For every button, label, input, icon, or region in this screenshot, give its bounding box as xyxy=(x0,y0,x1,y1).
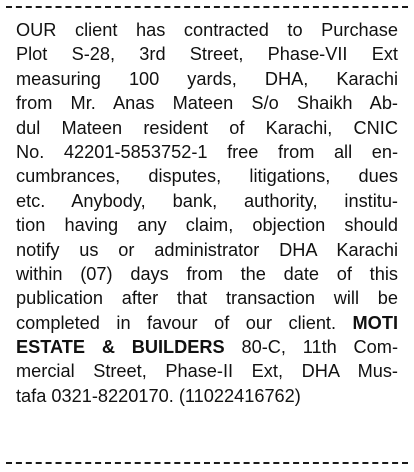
notice-text-segment: mercial Street, Phase-II Ext, DHA Mus- xyxy=(16,361,398,382)
notice-line xyxy=(16,140,398,164)
notice-text-segment: OUR client has contracted to Purchase xyxy=(16,20,398,40)
notice-line xyxy=(16,164,398,188)
notice-line xyxy=(16,286,398,310)
notice-line xyxy=(16,91,398,115)
notice-text-segment: cumbrances, disputes, litigations, dues xyxy=(16,166,398,187)
notice-text-segment: publication after that transaction will be xyxy=(16,288,398,309)
notice-line xyxy=(16,116,398,140)
notice-text-segment: tion having any claim, objection should xyxy=(16,215,398,236)
notice-text-segment: completed in favour of our client. xyxy=(16,312,353,333)
notice-line xyxy=(16,18,398,42)
notice-line xyxy=(16,335,398,359)
notice-line xyxy=(16,311,398,335)
notice-text-segment: Plot S-28, 3rd Street, Phase-VII Ext xyxy=(16,44,398,65)
notice-text-segment: from Mr. Anas Mateen S/o Shaikh Ab- xyxy=(16,93,398,114)
notice-line xyxy=(16,213,398,237)
notice-body-text xyxy=(16,18,398,408)
bottom-dashed-border xyxy=(6,462,408,464)
notice-text-segment: measuring 100 yards, DHA, Karachi xyxy=(16,68,398,89)
notice-line xyxy=(16,359,398,383)
notice-line xyxy=(16,42,398,66)
top-dashed-border xyxy=(6,6,408,8)
notice-text-segment: No. 42201-5853752-1 free from all en- xyxy=(16,141,398,162)
notice-text-segment: tafa 0321-8220170. (11022416762) xyxy=(16,385,301,406)
notice-text-segment: within (07) days from the date of this xyxy=(16,263,398,284)
advertiser-name: ESTATE & BUILDERS xyxy=(16,337,225,358)
notice-text-segment: dul Mateen resident of Karachi, CNIC xyxy=(16,117,398,138)
notice-line xyxy=(16,238,398,262)
notice-line xyxy=(16,262,398,286)
notice-text-segment: etc. Anybody, bank, authority, institu- xyxy=(16,190,398,211)
notice-text-segment: notify us or administrator DHA Karachi xyxy=(16,239,398,260)
advertiser-name: MOTI xyxy=(352,312,398,333)
notice-line xyxy=(16,384,398,408)
notice-text-segment: 80-C, 11th Com- xyxy=(224,337,399,358)
notice-line xyxy=(16,67,398,91)
notice-line xyxy=(16,189,398,213)
